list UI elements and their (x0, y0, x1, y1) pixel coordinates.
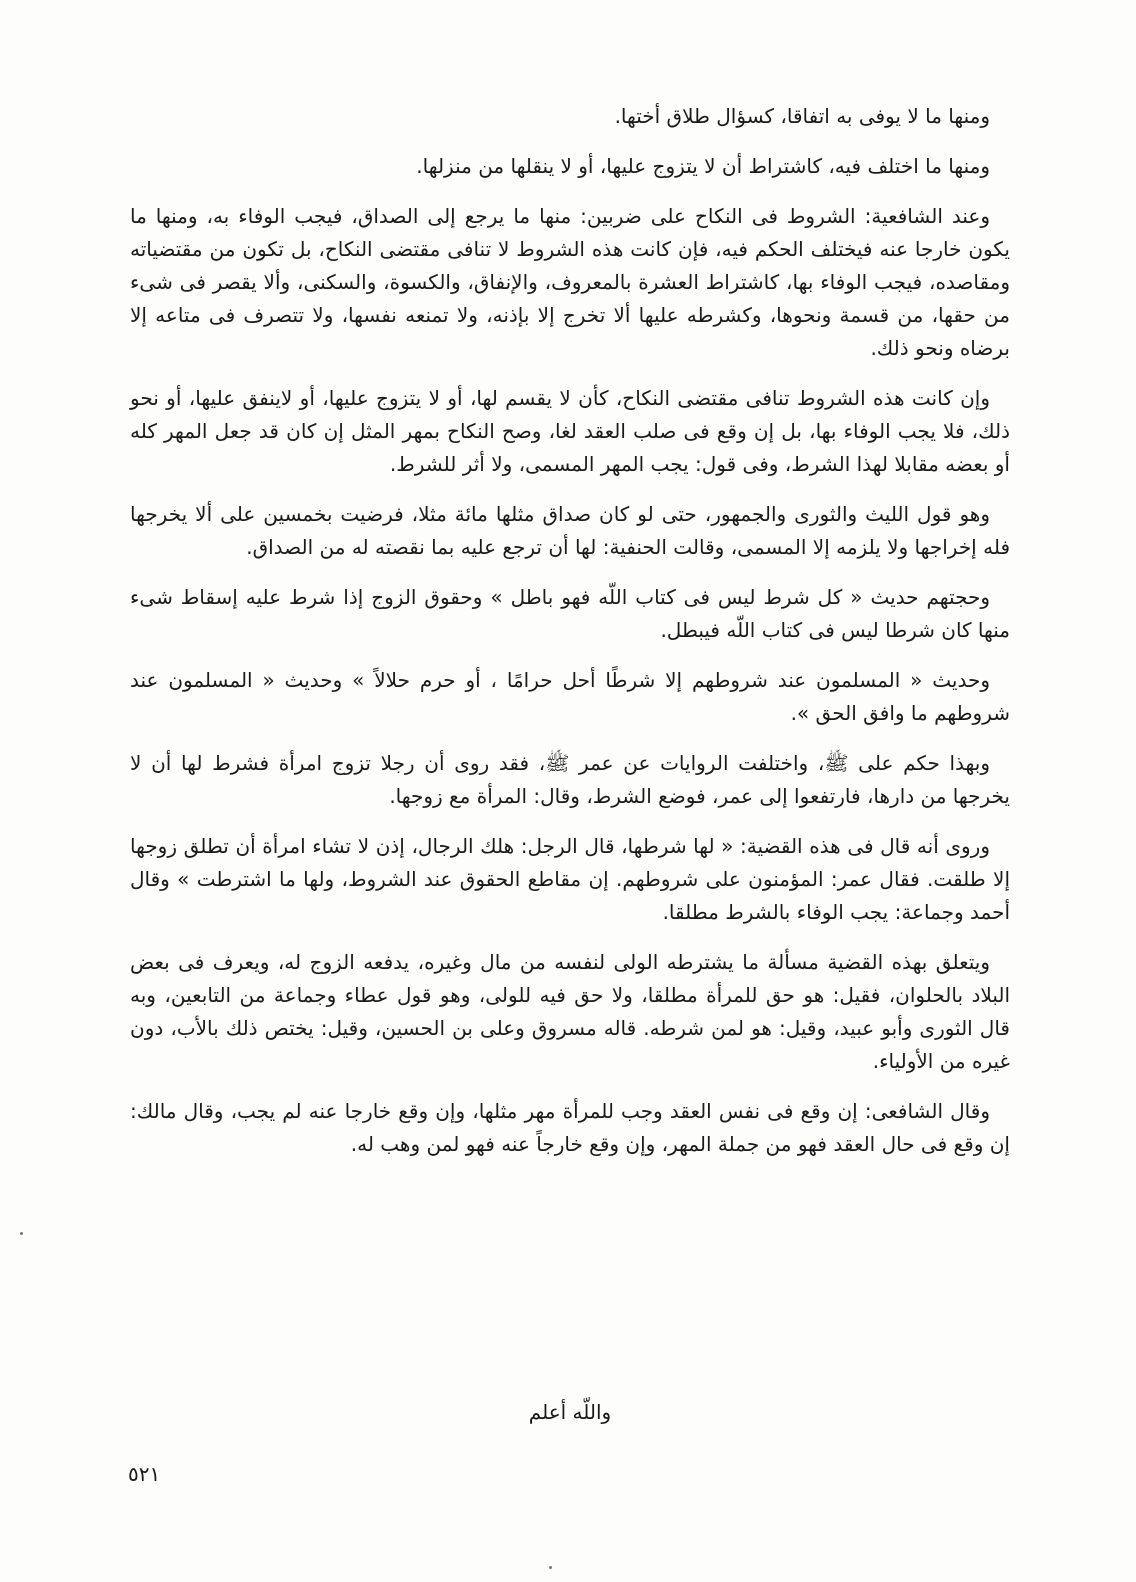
page-number: ٥٢١ (128, 1462, 161, 1486)
paragraph: وحديث « المسلمون عند شروطهم إلا شرطًا أحل حرامًا ، أو حرم حلالاً » وحديث « المسلمون عند شروطهم ما وافق الحق ». (130, 668, 1010, 725)
paragraph: وحجتهم حديث « كل شرط ليس فى كتاب اللّه فهو باطل » وحقوق الزوج إذا شرط عليه إسقاط شىء منها كان شرطا ليس فى كتاب اللّه فيبطل. (130, 585, 1010, 642)
paragraph: ويتعلق بهذه القضية مسألة ما يشترطه الولى لنفسه من مال وغيره، يدفعه الزوج له، ويعرف فى بعض البلاد بالحلوان، فقيل: هو حق للمرأة مطلقا، ولا حق فيه للولى، وهو قول عطاء وجماعة من التابعين، وبه قال الثورى وأبو عبيد، وقيل: هو لمن شرطه. قاله مسروق وعلى بن الحسين، وقيل: يختص ذلك بالأب، دون غيره من الأولياء. (130, 950, 1010, 1073)
body-text (130, 100, 1010, 1178)
paragraph: ومنها ما اختلف فيه، كاشتراط أن لا يتزوج عليها، أو لا ينقلها من منزلها. (416, 154, 990, 178)
closing-phrase: واللّه أعلم (528, 1400, 612, 1424)
paragraph: ومنها ما لا يوفى به اتفاقا، كسؤال طلاق أختها. (614, 104, 990, 128)
paragraph: وقال الشافعى: إن وقع فى نفس العقد وجب للمرأة مهر مثلها، وإن وقع خارجا عنه لم يجب، وقال مالك: إن وقع فى حال العقد فهو من جملة المهر، وإن وقع خارجاً عنه فهو لمن وهب له. (130, 1099, 1010, 1156)
paragraph: وروى أنه قال فى هذه القضية: « لها شرطها، قال الرجل: هلك الرجال، إذن لا تشاء امرأة أن تطلق زوجها إلا طلقت. فقال عمر: المؤمنون على شروطهم. إن مقاطع الحقوق عند الشروط، ولها ما اشترطت » وقال أحمد وجماعة: يجب الوفاء بالشرط مطلقا. (130, 834, 1010, 924)
paragraph: وهو قول الليث والثورى والجمهور، حتى لو كان صداق مثلها مائة مثلا، فرضيت بخمسين على ألا يخرجها فله إخراجها ولا يلزمه إلا المسمى، وقالت الحنفية: لها أن ترجع عليه بما نقصته له من الصداق. (130, 502, 1010, 559)
paragraph: وبهذا حكم على ﷺ، واختلفت الروايات عن عمر ﷺ، فقد روى أن رجلا تزوج امرأة فشرط لها أن لا يخرجها من دارها، فارتفعوا إلى عمر، فوضع الشرط، وقال: المرأة مع زوجها. (130, 751, 1010, 808)
paragraph: وإن كانت هذه الشروط تنافى مقتضى النكاح، كأن لا يقسم لها، أو لا يتزوج عليها، أو لاينفق عليها، أو نحو ذلك، فلا يجب الوفاء بها، بل إن وقع فى صلب العقد لغا، وصح النكاح بمهر المثل إن كان قد جعل المهر كله أو بعضه مقابلا لهذا الشرط، وفى قول: يجب المهر المسمى، ولا أثر للشرط. (130, 386, 1010, 476)
scan-speck (549, 1566, 552, 1569)
scan-speck (20, 1232, 23, 1235)
paragraph: وعند الشافعية: الشروط فى النكاح على ضربين: منها ما يرجع إلى الصداق، فيجب الوفاء به، ومنها ما يكون خارجا عنه فيختلف الحكم فيه، فإن كانت هذه الشروط لا تنافى مقتضى النكاح، بل تكون من مقتضياته ومقاصده، فيجب الوفاء بها، كاشتراط العشرة بالمعروف، والإنفاق، والكسوة، والسكنى، وألا يقصر فى شىء من حقها، من قسمة ونحوها، وكشرطه عليها ألا تخرج إلا بإذنه، ولا تمنعه نفسها، ولا تتصرف فى متاعه إلا برضاه ونحو ذلك. (130, 204, 1010, 360)
